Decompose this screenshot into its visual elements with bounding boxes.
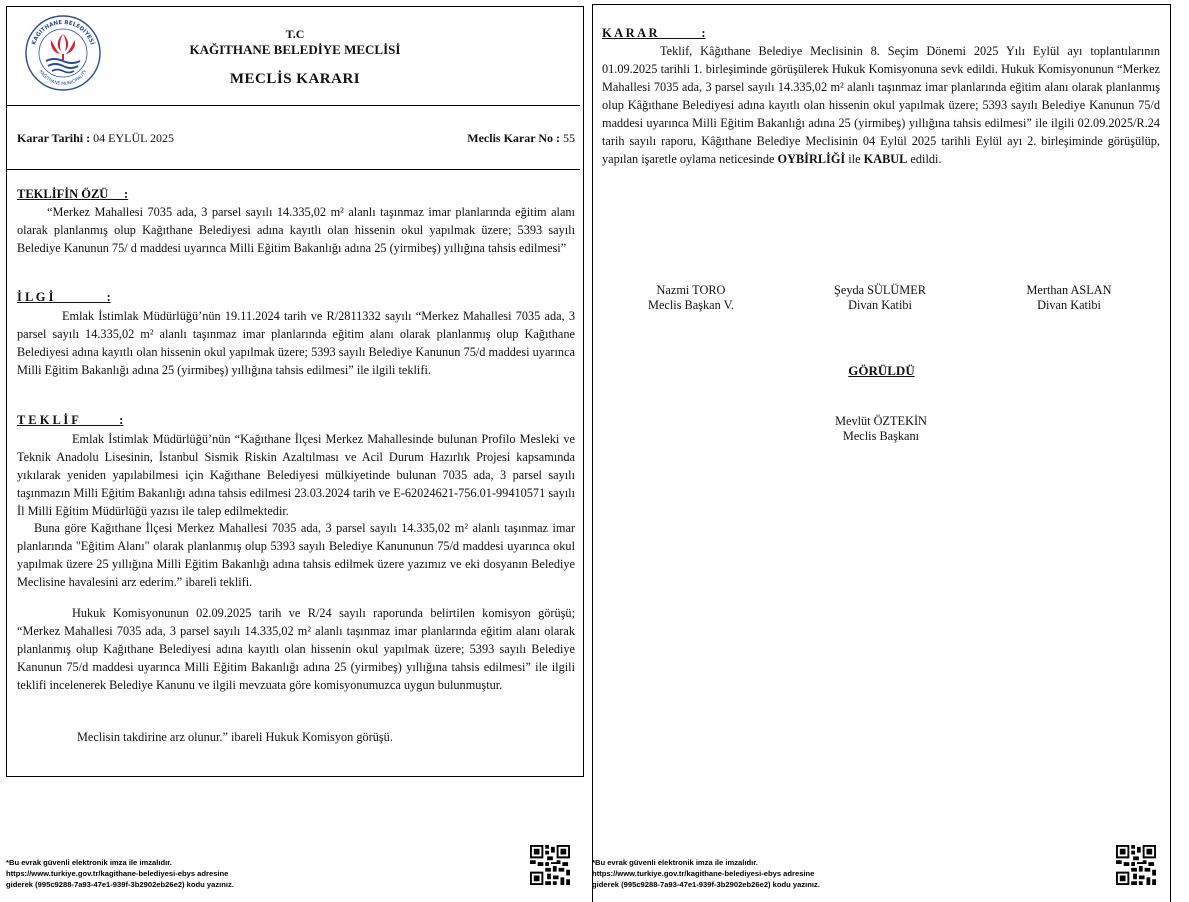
signatory-name: Merthan ASLAN xyxy=(1026,283,1112,297)
signatory-name: Şeyda SÜLÜMER xyxy=(834,283,926,297)
signature-block xyxy=(596,283,786,313)
e-signature-note xyxy=(6,857,234,890)
section-title-teklifin-ozu: TEKLİFİN ÖZÜ : xyxy=(17,187,129,201)
section-text-teklifin-ozu: “Merkez Mahallesi 7035 ada, 3 parsel sayılı 14.335,02 m² alanlı taşınmaz imar planlarında eğitim alanı olarak planlanmış olup Kağıthane Belediyesi adına kayıtlı olan hissenin okul yapılmak üzere; 5393 sayılı Belediye Kanunun 75/ d maddesi uyarınca Milli Eğitim Bakanlığı adına 25 (yirmibeş) yıllığına tahsis edilmesi” xyxy=(17,205,575,255)
signature-block xyxy=(785,283,975,313)
decision-date xyxy=(17,131,174,145)
document-page-left xyxy=(0,0,592,902)
e-signature-line-1: *Bu evrak güvenli elektronik imza ile imzalıdır. xyxy=(6,858,172,867)
teklif-paragraph-1: Emlak İstimlak Müdürlüğü’nün “Kağıthane İlçesi Merkez Mahallesinde bulunan Profilo Mesleki ve Teknik Anadolu Lisesinin, İstanbul Sismik Riskin Azaltılması ve Acil Durum Hazırlık Projesi kapsamında yıkılarak yeniden yapılabilmesi için Kağıthane Belediyesi mülkiyetinde bulunan 7035 ada, 3 parsel sayılı taşınmazın Milli Eğitim Bakanlığı adına tahsis edilmesi 23.03.2024 tarih ve E-62024621-756.01-99410571 sayılı İl Milli Eğitim Müdürlüğü yazısı ile talep edilmektedir. xyxy=(17,432,575,518)
signatory-role: Divan Katibi xyxy=(1037,298,1101,312)
qr-code-icon xyxy=(530,845,570,885)
e-signature-line-2: https://www.turkiye.gov.tr/kagithane-belediyesi-ebys adresine xyxy=(6,869,229,878)
signatory-name: Nazmi TORO xyxy=(656,283,726,297)
header-council-name: KAĞITHANE BELEDİYE MECLİSİ xyxy=(189,42,401,57)
mayor-role: Meclis Başkanı xyxy=(842,429,920,443)
document-page-right xyxy=(592,0,1189,902)
e-signature-line-1: *Bu evrak güvenli elektronik imza ile imzalıdır. xyxy=(592,858,758,867)
divider xyxy=(6,105,580,106)
section-title-teklif: T E K L İ F : xyxy=(17,413,124,427)
teklif-paragraph-2: Buna göre Kağıthane İlçesi Merkez Mahallesi 7035 ada, 3 parsel sayılı 14.335,02 m² alanlı taşınmaz imar planlarında "Eğitim Alanı" olarak planlanmış olup 5393 sayılı Belediye Kanununun 75/d maddesi uyarınca okul yapılmak üzere 25 yıllığına Milli Eğitim Bakanlığı adına tahsis edilmek üzere yazımız ve eki dosyanın Belediye Meclisine havalesini arz ederim.” ibareli teklifi. xyxy=(17,521,575,589)
logo-text-top: KAĞITHANE BELEDİYESİ xyxy=(31,19,95,46)
section-title-ilgi: İ L G İ : xyxy=(17,290,111,304)
logo-text-bottom: KAĞITHANE MUNICIPALITY xyxy=(37,69,89,88)
teklif-paragraph-4: Meclisin takdirine arz olunur.” ibareli Hukuk Komisyon görüşü. xyxy=(77,730,393,744)
seen-title: GÖRÜLDÜ xyxy=(848,363,915,378)
decision-number-label: Meclis Karar No : xyxy=(467,131,560,145)
signatory-role: Divan Katibi xyxy=(848,298,912,312)
mayor-signature-block xyxy=(786,414,976,444)
decision-date-value: 04 EYLÜL 2025 xyxy=(93,131,175,145)
signature-block xyxy=(974,283,1164,313)
decision-unanimous: OYBİRLİĞİ xyxy=(777,152,846,166)
e-signature-note xyxy=(592,857,820,890)
decision-text-part-3: edildi. xyxy=(907,152,942,166)
decision-number-value: 55 xyxy=(563,131,575,145)
decision-date-label: Karar Tarihi : xyxy=(17,131,91,145)
teklif-paragraph-3: Hukuk Komisyonunun 02.09.2025 tarih ve R/24 sayılı raporunda belirtilen komisyon görüşü; “Merkez Mahallesi 7035 ada, 3 parsel sayılı 14.335,02 m² alanlı taşınmaz imar planlarında eğitim alanı olarak planlanmış olup Kağıthane Belediyesi adına kayıtlı olan hissenin okul yapılmak üzere; 5393 sayılı Belediye Kanunun 75/d maddesi uyarınca Milli Eğitim Bakanlığı adına 25 (yirmibeş) yıllığına tahsis edilmesi” ile ilgili teklifi incelenerek Belediye Kanunu ve ilgili mevzuata göre komisyonumuzca uygun bulunmuştur. xyxy=(17,606,575,692)
page-title: MECLİS KARARI xyxy=(229,71,361,87)
decision-number xyxy=(467,131,575,146)
decision-text-part-2: ile xyxy=(845,152,864,166)
section-title-karar: K A R A R : xyxy=(602,26,706,40)
decision-meta-row xyxy=(17,131,575,146)
decision-accepted: KABUL xyxy=(863,152,908,166)
decision-text xyxy=(602,42,1160,168)
e-signature-line-3: giderek (995c9288-7a93-47e1-939f-3b2902eb26e2) kodu yazınız. xyxy=(592,880,820,889)
divider xyxy=(6,169,580,170)
decision-text-part-1: Teklif, Kâğıthane Belediye Meclisinin 8. Seçim Dönemi 2025 Yılı Eylül ayı toplantılarının 01.09.2025 tarihli 1. birleşiminde görüşülerek Hukuk Komisyonuna sevk edildi. Hukuk Komisyonunun “Merkez Mahallesi 7035 ada, 3 parsel sayılı 14.335,02 m² alanlı taşınmaz imar planlarında eğitim alanı olarak planlanmış olup Kâğıthane Belediyesi adına kayıtlı olan hissenin okul yapılmak üzere; 5393 sayılı Belediye Kanunun 75/d maddesi uyarınca Milli Eğitim Bakanlığı adına 25 (yirmibeş) yıllığına tahsis edilmesi” ile ilgili 02.09.2025/R.24 tarih sayılı raporu, Kâğıthane Belediye Meclisinin 04 Eylül 2025 tarihli Eylül ayı 2. birleşiminde görüşülüp, yapılan işaretle oylama neticesinde xyxy=(602,44,1160,166)
section-text-ilgi: Emlak İstimlak Müdürlüğü’nün 19.11.2024 tarih ve R/2811332 sayılı “Merkez Mahallesi 7035 ada, 3 parsel sayılı 14.335,02 m² alanlı taşınmaz imar planlarında eğitim alanı olarak planlanmış olup Kağıthane Belediyesi adına kayıtlı olan hissenin okul yapılmak üzere; 5393 sayılı Belediye Kanunun 75/d maddesi uyarınca Milli Eğitim Bakanlığı adına 25 (yirmibeş) yıllığına tahsis edilmesi” ile ilgili teklifi. xyxy=(17,309,575,377)
header-tc: T.C xyxy=(285,27,305,41)
qr-code-icon xyxy=(1116,845,1156,885)
mayor-name: Mevlüt ÖZTEKİN xyxy=(835,414,927,428)
signatory-role: Meclis Başkan V. xyxy=(648,298,734,312)
e-signature-line-3: giderek (995c9288-7a93-47e1-939f-3b2902eb26e2) kodu yazınız. xyxy=(6,880,234,889)
e-signature-line-2: https://www.turkiye.gov.tr/kagithane-belediyesi-ebys adresine xyxy=(592,869,815,878)
